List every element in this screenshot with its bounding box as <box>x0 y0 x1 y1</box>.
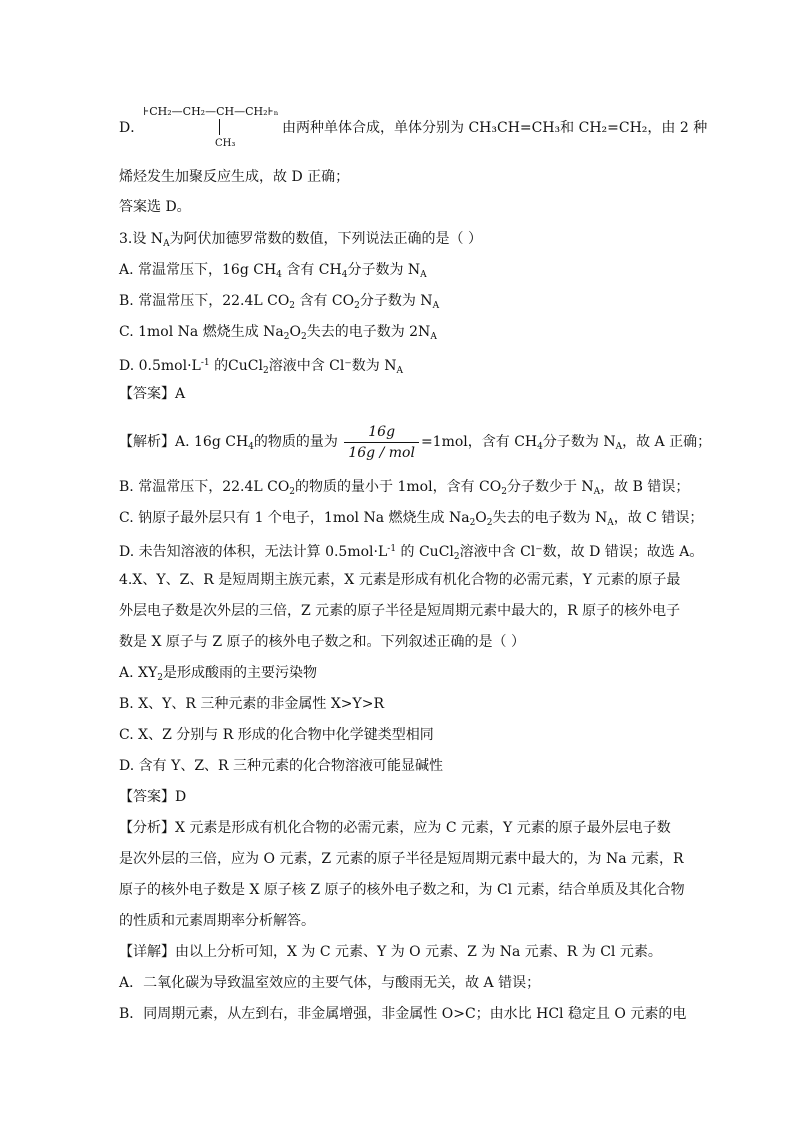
answer-4 <box>119 786 186 808</box>
question-4-line2 <box>119 600 680 622</box>
text-span: 失去的电子数为 N <box>492 510 608 526</box>
text-span: 【详解】由以上分析可知，X 为 C 元素、Y 为 O 元素、Z 为 Na 元素、R 为 Cl 元素。 <box>119 944 662 960</box>
question-3: 3.设 $N_A$为阿伏加德罗常数的数值，下列说法正确的是（ ） <box>119 231 483 249</box>
text-span: ，故 C 错误； <box>613 510 704 526</box>
text-span: 分子数为 N <box>542 434 616 450</box>
text-span: 失去的电子数为 2N <box>306 324 431 340</box>
analysis-line4 <box>119 910 315 932</box>
text-span: A．二氧化碳为导致温室效应的主要气体，与酸雨无关，故 A 错误； <box>119 975 541 991</box>
q3-option-b: B. 常温常压下，22.4L $CO_2$ 含有 $CO_2$分子数为 $N_A$ <box>119 293 440 311</box>
q4-option-c <box>119 724 434 746</box>
answer-3 <box>119 383 185 405</box>
text-span: 的性质和元素周期率分析解答。 <box>119 913 315 929</box>
q4-option-d <box>119 755 443 777</box>
q4-option-a: A. $XY_2$是形成酸雨的主要污染物 <box>119 665 317 683</box>
text-span: ，故 B 错误； <box>600 479 690 495</box>
text-span: C. 1mol Na 燃烧生成 Na <box>119 324 284 340</box>
polymer-main-chain: ⊦CH₂—CH₂—CH—CH₂⊦ₙ <box>143 105 279 118</box>
question-4-line1 <box>119 569 680 591</box>
text-span: B. X、Y、R 三种元素的非金属性 X>Y>R <box>119 696 385 712</box>
polymer-structure <box>143 105 279 149</box>
text-span: 的CuCl <box>214 358 263 374</box>
option-d-text-span: 由两种单体合成，单体分别为 CH₃CH=CH₃和 CH₂=CH₂，由 2 种 <box>282 120 708 136</box>
text-span: 数是 X 原子与 Z 原子的核外电子数之和。下列叙述正确的是（ ） <box>119 634 525 650</box>
fraction <box>344 422 419 463</box>
text-span: 为阿伏加德罗常数的数值，下列说法正确的是（ ） <box>169 231 483 247</box>
text-span: 是形成酸雨的主要污染物 <box>162 665 317 681</box>
q3-option-c: C. 1mol Na 燃烧生成 $Na_2O_2$失去的电子数为 $2N_A$ <box>119 324 437 342</box>
text-span: 含有 CH <box>286 262 342 278</box>
detail-line3 <box>119 1003 686 1025</box>
text-span: 溶液中含 Cl⁻数为 N <box>268 358 397 374</box>
text-span: 答案选 D。 <box>119 199 191 215</box>
text-span: 4.X、Y、Z、R 是短周期主族元素，X 元素是形成有机化合物的必需元素，Y 元素的原子最 <box>119 572 681 588</box>
analysis-line3 <box>119 879 685 901</box>
q3-option-d: D. $0.5mol\cdot L^{-1}$ 的CuCl$_2$溶液中含 Cl⁻数为 $N_A$ <box>119 358 403 376</box>
text-span: C. X、Z 分别与 R 形成的化合物中化学键类型相同 <box>119 727 434 743</box>
text-span: 分子数为 N <box>347 262 421 278</box>
explanation-3d: D. 未告知溶液的体积，无法计算 $0.5mol\cdot L^{-1}$ 的 CuCl$_2$溶液中含 Cl⁻数，故 D 错误；故选 A。 <box>119 544 704 562</box>
text-span: 的物质的量为 <box>253 434 338 450</box>
option-d-label: D． <box>119 120 145 136</box>
fraction-numerator: 16g <box>344 422 419 443</box>
option-d-text <box>282 117 707 139</box>
text-span: 含有 CO <box>299 293 355 309</box>
text-line <box>119 166 349 188</box>
text-span: 原子的核外电子数是 X 原子核 Z 原子的核外电子数之和，为 Cl 元素，结合单质及其化合物 <box>119 882 685 898</box>
text-span: D. 含有 Y、Z、R 三种元素的化合物溶液可能显碱性 <box>119 758 444 774</box>
explanation-3a: 【解析】A. 16g $CH_4$的物质的量为 $\frac{16g}{\text{16g / mol}}$ =1mol，含有 $CH_4$分子数为 $N_A$，故 A 正确； <box>119 423 712 461</box>
detail-line2 <box>119 972 540 994</box>
option-d-line <box>119 117 144 139</box>
q3-option-a: A. 常温常压下，16g $CH_4$ 含有 $CH_4$分子数为 $N_A$ <box>119 262 427 280</box>
text-span: 【答案】A <box>119 386 186 402</box>
analysis-line2 <box>119 848 684 870</box>
explanation-3c: C. 钠原子最外层只有 1 个电子，1mol Na 燃烧生成 $Na_2O_2$失去的电子数为 $N_A$，故 C 错误； <box>119 510 704 528</box>
text-span: B．同周期元素，从左到右，非金属增强，非金属性 O>C；由水比 HCl 稳定且 O 元素的电 <box>119 1006 687 1022</box>
text-span: 【解析】A. 16g CH <box>119 434 249 450</box>
text-span: A. 常温常压下，16g CH <box>119 262 277 278</box>
text-span: A. XY <box>119 665 158 681</box>
text-span: B. 常温常压下，22.4L CO <box>119 479 290 495</box>
text-span: =1mol，含有 CH <box>420 434 538 450</box>
text-span: ，故 A 正确； <box>622 434 712 450</box>
polymer-branch-group: CH₃ <box>215 138 236 149</box>
fraction-denominator: 16g / mol <box>348 444 415 461</box>
text-span: D. 0.5mol·L <box>119 358 201 374</box>
text-span: 分子数少于 N <box>506 479 594 495</box>
analysis-line1 <box>119 817 671 839</box>
text-span: 分子数为 N <box>359 293 433 309</box>
text-span: 溶液中含 Cl⁻数，故 D 错误；故选 A。 <box>459 544 704 560</box>
text-span: 【答案】D <box>119 789 187 805</box>
explanation-3b: B. 常温常压下，22.4L $CO_2$的物质的量小于 1mol，含有 $CO_2$分子数少于 $N_A$，故 B 错误； <box>119 479 690 497</box>
text-span: 【分析】X 元素是形成有机化合物的必需元素，应为 C 元素，Y 元素的原子最外层电子数 <box>119 820 671 836</box>
detail-line1 <box>119 941 662 963</box>
text-span: C. 钠原子最外层只有 1 个电子，1mol Na 燃烧生成 Na <box>119 510 470 526</box>
text-span: 3.设 N <box>119 231 164 247</box>
text-span: D. 未告知溶液的体积，无法计算 0.5mol·L <box>119 544 388 560</box>
question-4-line3 <box>119 631 525 653</box>
text-span: 的 CuCl <box>400 544 454 560</box>
text-span: 烯烃发生加聚反应生成，故 D 正确； <box>119 169 350 185</box>
text-span: 外层电子数是次外层的三倍，Z 元素的原子半径是短周期元素中最大的，R 原子的核外电子 <box>119 603 681 619</box>
text-line <box>119 196 191 218</box>
polymer-branch-bond <box>219 119 220 135</box>
q4-option-b <box>119 693 384 715</box>
text-span: 是次外层的三倍，应为 O 元素，Z 元素的原子半径是短周期元素中最大的，为 Na 元素，R <box>119 851 684 867</box>
text-span: B. 常温常压下，22.4L CO <box>119 293 290 309</box>
text-span: 的物质的量小于 1mol，含有 CO <box>295 479 502 495</box>
